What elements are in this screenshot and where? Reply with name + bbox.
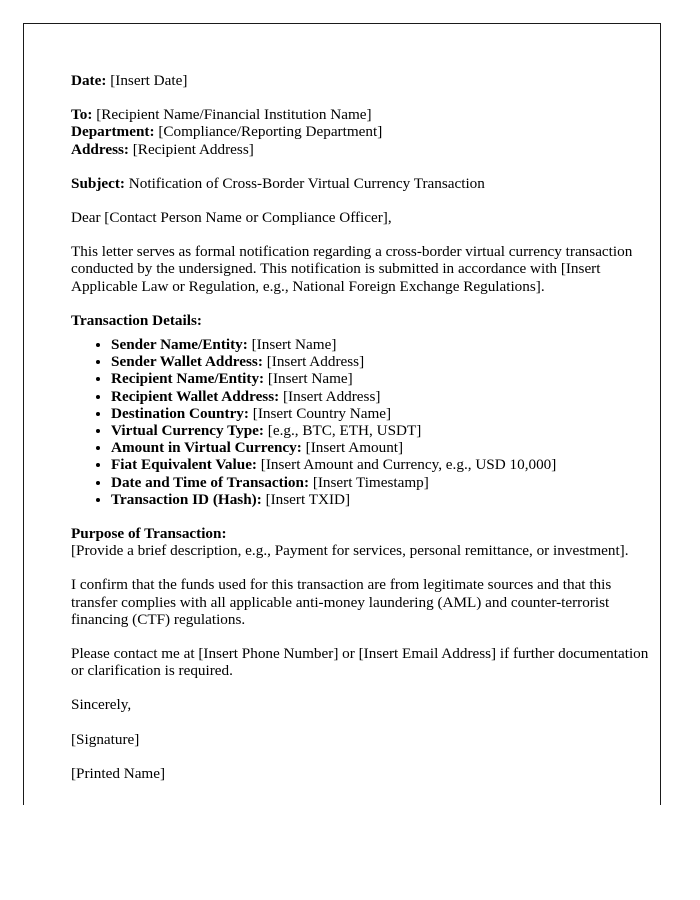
document-page-frame	[23, 23, 661, 805]
contact-paragraph: Please contact me at [Insert Phone Number] or [Insert Email Address] if further documentation or clarification is required.	[71, 645, 649, 680]
confirmation-paragraph: I confirm that the funds used for this transaction are from legitimate sources and that this transfer complies with all applicable anti-money laundering (AML) and counter-terrorist financing (CTF) regulations.	[71, 576, 612, 628]
list-item	[111, 491, 656, 508]
detail-label: Virtual Currency Type:	[111, 422, 264, 440]
recipient-to-label: To:	[71, 106, 93, 124]
recipient-address-label: Address:	[71, 140, 129, 158]
closing-line: Sincerely,	[71, 696, 132, 714]
detail-label: Sender Wallet Address:	[111, 353, 263, 371]
detail-value: [Insert Country Name]	[252, 404, 392, 422]
detail-value: [Insert Amount and Currency, e.g., USD 10,000]	[260, 456, 557, 474]
transaction-details-heading: Transaction Details:	[71, 311, 202, 329]
recipient-block	[71, 106, 656, 158]
subject-label: Subject:	[71, 174, 125, 192]
purpose-text: [Provide a brief description, e.g., Payment for services, personal remittance, or investment].	[71, 542, 629, 560]
printed-name-placeholder: [Printed Name]	[71, 764, 166, 782]
detail-label: Recipient Wallet Address:	[111, 387, 280, 405]
recipient-department-value: [Compliance/Reporting Department]	[158, 123, 383, 141]
list-item	[111, 474, 656, 491]
list-item	[111, 405, 656, 422]
detail-value: [Insert TXID]	[265, 490, 351, 508]
detail-label: Sender Name/Entity:	[111, 336, 248, 354]
list-item	[111, 439, 656, 456]
subject-line	[71, 175, 656, 192]
list-item	[111, 456, 656, 473]
signature-placeholder: [Signature]	[71, 730, 140, 748]
detail-label: Fiat Equivalent Value:	[111, 456, 257, 474]
list-item	[111, 422, 656, 439]
recipient-department-label: Department:	[71, 123, 155, 141]
recipient-address-line	[71, 141, 656, 158]
recipient-to-line	[71, 106, 656, 123]
detail-value: [Insert Name]	[267, 370, 353, 388]
detail-label: Date and Time of Transaction:	[111, 473, 310, 491]
detail-label: Transaction ID (Hash):	[111, 490, 262, 508]
detail-value: [Insert Name]	[251, 336, 337, 354]
date-label: Date:	[71, 72, 107, 89]
detail-value: [Insert Address]	[283, 387, 381, 405]
recipient-department-line	[71, 123, 656, 140]
list-item	[111, 353, 656, 370]
detail-label: Recipient Name/Entity:	[111, 370, 265, 388]
detail-label: Destination Country:	[111, 404, 249, 422]
recipient-address-value: [Recipient Address]	[132, 140, 254, 158]
transaction-details-list	[71, 336, 656, 508]
recipient-to-value: [Recipient Name/Financial Institution Name]	[96, 106, 372, 124]
detail-value: [Insert Address]	[266, 353, 365, 371]
salutation: Dear [Contact Person Name or Compliance Officer],	[71, 209, 392, 227]
date-line	[71, 72, 656, 89]
list-item	[111, 370, 656, 387]
detail-value: [Insert Timestamp]	[312, 473, 429, 491]
detail-value: [Insert Amount]	[305, 439, 404, 457]
list-item	[111, 336, 656, 353]
detail-label: Amount in Virtual Currency:	[111, 439, 302, 457]
letter-body	[71, 72, 656, 782]
intro-paragraph: This letter serves as formal notification regarding a cross-border virtual currency transaction conducted by the undersigned. This notification is submitted in accordance with [Insert Applicable Law or Regulation, e.g., National Foreign Exchange Regulations].	[71, 243, 633, 295]
list-item	[111, 388, 656, 405]
detail-value: [e.g., BTC, ETH, USDT]	[267, 422, 422, 440]
subject-value: Notification of Cross-Border Virtual Currency Transaction	[128, 174, 485, 192]
purpose-heading: Purpose of Transaction:	[71, 525, 227, 543]
date-value: [Insert Date]	[110, 72, 188, 89]
